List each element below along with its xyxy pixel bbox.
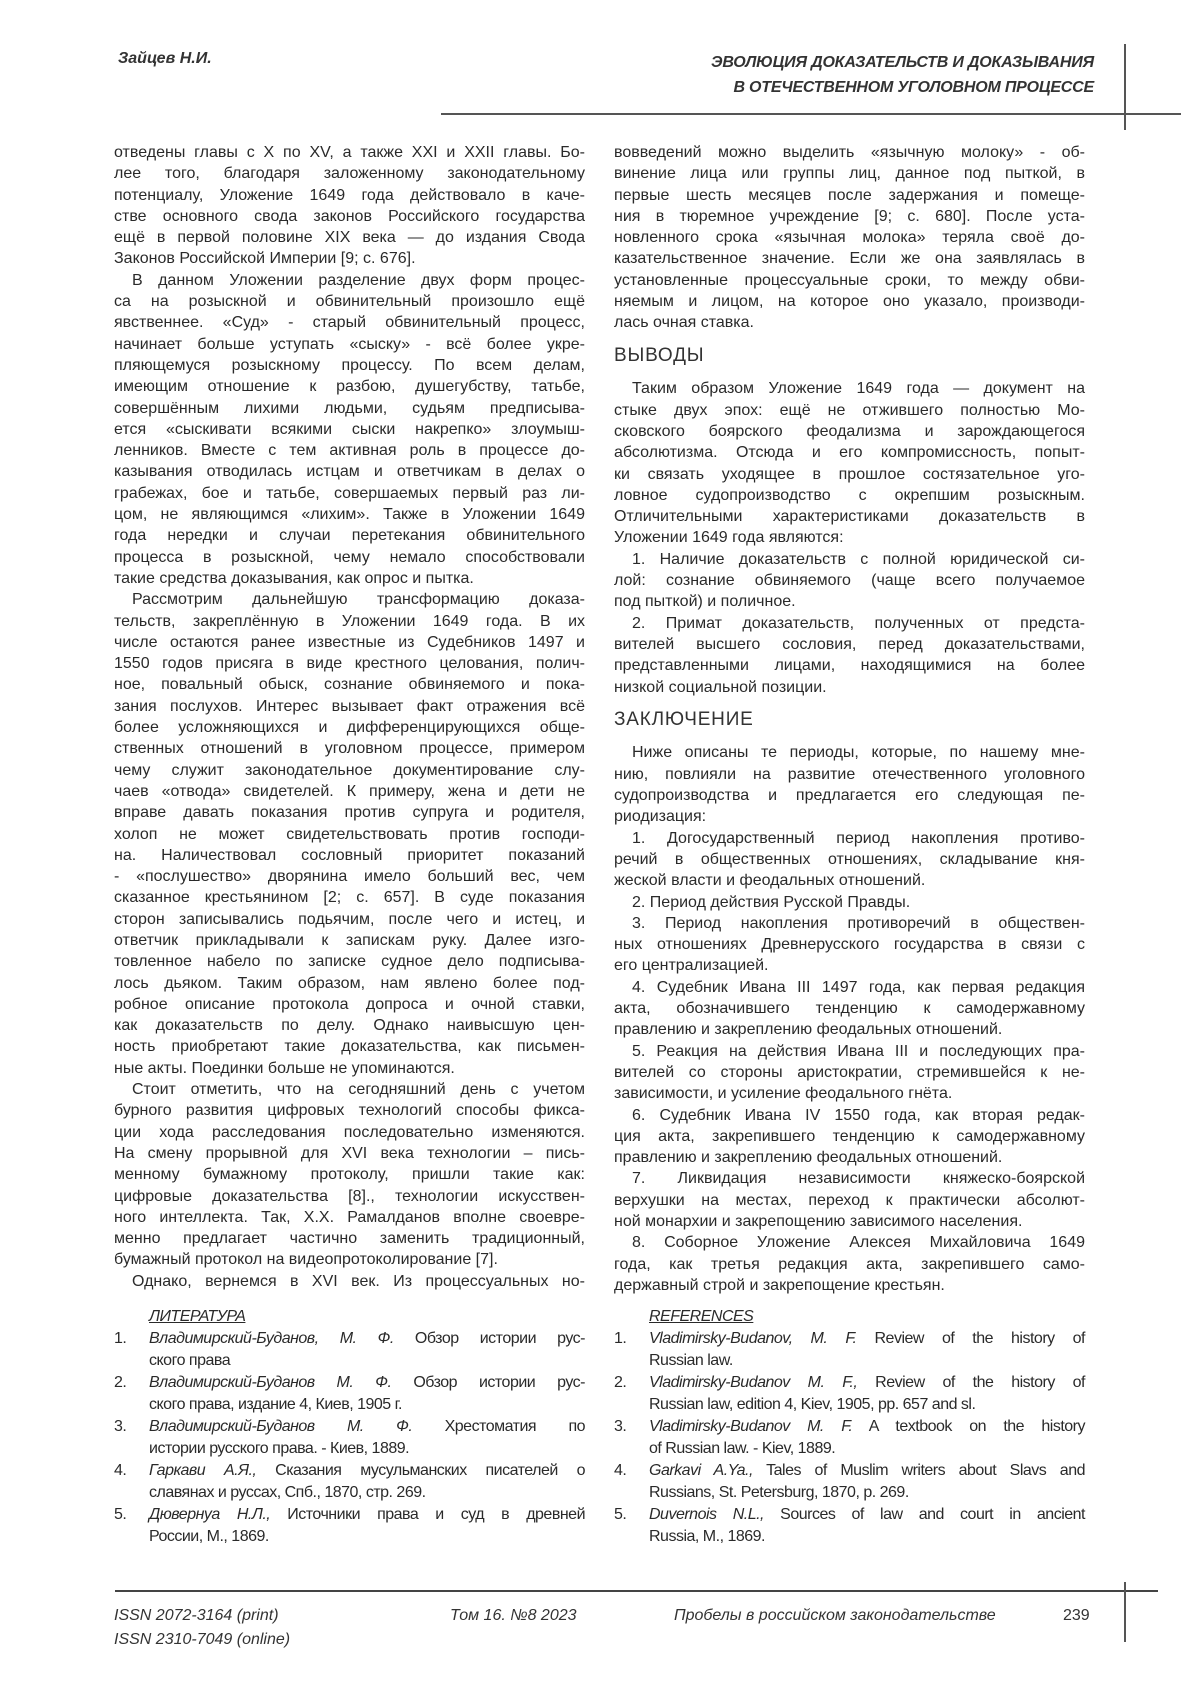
text-line: явственнее. «Суд» - старый обвинительный процесс, — [114, 312, 585, 333]
text-line: менному бумажному протоколу, пришли такие как: — [114, 1164, 585, 1185]
text-line: 1. Догосударственный период накопления противо- — [614, 828, 1085, 849]
text-line: риодизация: — [614, 806, 1085, 827]
reference-item — [114, 1372, 585, 1416]
reference-number: 3. — [614, 1416, 649, 1460]
text-line: холоп не может свидетельствовать против господи- — [114, 824, 585, 845]
text-line: такие средства доказывания, как опрос и пытка. — [114, 568, 585, 589]
reference-line — [649, 1416, 1085, 1438]
reference-title: Источники права и суд в древней — [270, 1506, 585, 1523]
text-line: вителей со стороны аристократии, стремившейся к не- — [614, 1062, 1085, 1083]
text-line: 1550 годов присяга в виде крестного целования, полич- — [114, 653, 585, 674]
text-line: акта, обозначившего тенденцию к самодержавному — [614, 998, 1085, 1019]
text-line: начинает больше уступать «сыску» - всё более укре- — [114, 334, 585, 355]
references-heading: REFERENCES — [614, 1306, 1085, 1328]
section-heading: ВЫВОДЫ — [614, 345, 1085, 366]
reference-item — [614, 1460, 1085, 1504]
text-line: Таким образом Уложение 1649 года — документ на — [614, 378, 1085, 399]
reference-number: 5. — [114, 1504, 149, 1548]
reference-text — [149, 1460, 585, 1504]
text-line: вовведений можно выделить «язычную молоку» - об- — [614, 142, 1085, 163]
text-line: робное описание протокола допроса и очной ставки, — [114, 994, 585, 1015]
paragraph — [114, 142, 585, 270]
reference-title: Сказания мусульманских писателей о — [256, 1462, 585, 1479]
text-line: зания послухов. Интерес вызывает факт отражения всё — [114, 696, 585, 717]
paragraph — [614, 378, 1085, 548]
text-line: ки связать уходящее в прошлое состязательное уго- — [614, 464, 1085, 485]
text-line: менно предлагает частично заменить традиционный, — [114, 1228, 585, 1249]
reference-line — [649, 1504, 1085, 1526]
paragraph — [114, 589, 585, 1079]
reference-number: 1. — [614, 1328, 649, 1372]
text-line: Однако, вернемся в XVI век. Из процессуальных но- — [114, 1271, 585, 1292]
references-heading: ЛИТЕРАТУРА — [114, 1306, 585, 1328]
reference-line — [649, 1372, 1085, 1394]
text-line: цифровые доказательства [8]., технологии искусствен- — [114, 1186, 585, 1207]
text-line: 8. Соборное Уложение Алексея Михайловича 1649 — [614, 1232, 1085, 1253]
text-line: ции хода расследования последовательно изменяются. — [114, 1122, 585, 1143]
reference-line: Russian law, edition 4, Kiev, 1905, pp. 657 and sl. — [649, 1394, 1085, 1416]
paragraph — [614, 1105, 1085, 1169]
header-vertical-divider — [1124, 44, 1126, 130]
reference-number: 2. — [614, 1372, 649, 1416]
reference-item — [614, 1372, 1085, 1416]
paragraph — [614, 892, 1085, 913]
reference-text — [149, 1372, 585, 1416]
body-column-right — [614, 142, 1085, 1296]
reference-line — [149, 1328, 585, 1350]
text-line: ные акты. Поединки больше не упоминаются. — [114, 1058, 585, 1079]
footer-volume: Том 16. №8 2023 — [450, 1604, 577, 1628]
reference-author: Vladimirsky-Budanov, M. F. — [649, 1330, 856, 1347]
text-line: пляющемуся розыскному процессу. По всем делам, — [114, 355, 585, 376]
reference-line — [149, 1504, 585, 1526]
running-header-title-line: ЭВОЛЮЦИЯ ДОКАЗАТЕЛЬСТВ И ДОКАЗЫВАНИЯ — [711, 50, 1094, 75]
reference-author: Дювернуа Н.Л., — [149, 1506, 270, 1523]
text-line: ещё в первой половине XIX века — до издания Свода — [114, 227, 585, 248]
reference-title: Review of the history of — [856, 1330, 1085, 1347]
reference-text — [149, 1504, 585, 1548]
reference-author: Garkavi A.Ya., — [649, 1462, 753, 1479]
reference-author: Владимирский-Буданов М. Ф. — [149, 1418, 412, 1435]
reference-number: 5. — [614, 1504, 649, 1548]
text-line: 4. Судебник Ивана III 1497 года, как первая редакция — [614, 977, 1085, 998]
reference-line — [649, 1328, 1085, 1350]
text-line: ция акта, закрепившего тенденцию к самодержавному — [614, 1126, 1085, 1147]
text-line: ность приобретают такие доказательства, как письмен- — [114, 1036, 585, 1057]
reference-line: ского права — [149, 1350, 585, 1372]
body-column-left — [114, 142, 585, 1292]
text-line: года, как третья редакция акта, закрепившего само- — [614, 1254, 1085, 1275]
text-line: бумажный протокол на видеопротоколирование [7]. — [114, 1249, 585, 1270]
text-line: лой: сознание обвиняемого (чаще всего получаемое — [614, 570, 1085, 591]
text-line: ное, повальный обыск, сознание обвиняемого и пока- — [114, 674, 585, 695]
reference-number: 1. — [114, 1328, 149, 1372]
text-line: ответчик прикладывали к запискам руку. Далее изго- — [114, 930, 585, 951]
text-line: державный строй и закрепощение крестьян. — [614, 1275, 1085, 1296]
text-line: сковского боярского феодализма и зарождающегося — [614, 421, 1085, 442]
text-line: процесса в розыскной, чему немало способствовали — [114, 547, 585, 568]
reference-text — [649, 1504, 1085, 1548]
reference-author: Владимирский-Буданов, М. Ф. — [149, 1330, 394, 1347]
text-line: лось дьяком. Таким образом, нам явлено более под- — [114, 973, 585, 994]
running-header-title-line: В ОТЕЧЕСТВЕННОМ УГОЛОВНОМ ПРОЦЕССЕ — [711, 75, 1094, 100]
text-line: имеющим отношение к разбою, душегубству, татьбе, — [114, 376, 585, 397]
paragraph — [114, 270, 585, 589]
text-line: потенциалу, Уложение 1649 года действовало в каче- — [114, 185, 585, 206]
footer-divider — [115, 1590, 1158, 1592]
reference-line: of Russian law. - Kiev, 1889. — [649, 1438, 1085, 1460]
reference-title: Tales of Muslim writers about Slavs and — [753, 1462, 1085, 1479]
text-line: Рассмотрим дальнейшую трансформацию доказа- — [114, 589, 585, 610]
text-line: В данном Уложении разделение двух форм процес- — [114, 270, 585, 291]
text-line: отведены главы с X по XV, а также XXI и XXII главы. Бо- — [114, 142, 585, 163]
reference-item — [614, 1504, 1085, 1548]
paragraph — [614, 1041, 1085, 1105]
text-line: 6. Судебник Ивана IV 1550 года, как вторая редак- — [614, 1105, 1085, 1126]
text-line: абсолютизма. Отсюда и его компромиссность, попыт- — [614, 442, 1085, 463]
reference-line: Russia, M., 1869. — [649, 1526, 1085, 1548]
text-line: правлению и закреплению феодальных отношений. — [614, 1147, 1085, 1168]
reference-line: славянах и руссах, Спб., 1870, стр. 269. — [149, 1482, 585, 1504]
text-line: на. Наличествовал сословный приоритет показаний — [114, 845, 585, 866]
text-line: ных отношениях Древнерусского государства в связи с — [614, 934, 1085, 955]
reference-line — [149, 1460, 585, 1482]
reference-title: Обзор истории рус- — [394, 1330, 585, 1347]
text-line: сторон записывались подьячим, после чего и истец, и — [114, 909, 585, 930]
references-english — [614, 1306, 1085, 1548]
paragraph — [614, 913, 1085, 977]
text-line: - «послушество» дворянина имело больший вес, чем — [114, 866, 585, 887]
text-line: 2. Примат доказательств, полученных от предста- — [614, 613, 1085, 634]
text-line: 5. Реакция на действия Ивана III и последующих пра- — [614, 1041, 1085, 1062]
page-number: 239 — [1063, 1604, 1090, 1628]
reference-text — [649, 1460, 1085, 1504]
text-line: судопроизводства и предлагается его следующая пе- — [614, 785, 1085, 806]
text-line: казывания отводилась истцам и ответчикам в делах о — [114, 461, 585, 482]
text-line: лась очная ставка. — [614, 312, 1085, 333]
issn-print: ISSN 2072-3164 (print) — [114, 1604, 290, 1628]
references-russian — [114, 1306, 585, 1548]
paragraph — [614, 828, 1085, 892]
text-line: жеской власти и феодальных отношений. — [614, 870, 1085, 891]
text-line: товленное набело по записке судное дело подписыва- — [114, 951, 585, 972]
paragraph — [114, 1271, 585, 1292]
text-line: Стоит отметить, что на сегодняшний день с учетом — [114, 1079, 585, 1100]
text-line: сказанное крестьянином [2; с. 657]. В суде показания — [114, 887, 585, 908]
reference-line: Russians, St. Petersburg, 1870, p. 269. — [649, 1482, 1085, 1504]
text-line: как доказательств по делу. Однако наивысшую цен- — [114, 1015, 585, 1036]
reference-number: 4. — [614, 1460, 649, 1504]
text-line: совершённым лихими людьми, судьям предписыва- — [114, 398, 585, 419]
paragraph — [614, 613, 1085, 698]
text-line: правлению и закреплению феодальных отношений. — [614, 1019, 1085, 1040]
paragraph — [614, 1168, 1085, 1232]
text-line: стве основного свода законов Российского государства — [114, 206, 585, 227]
text-line: зависимости, и усиление феодального гнёта. — [614, 1083, 1085, 1104]
text-line: представленными лицами, находящимися на более — [614, 655, 1085, 676]
text-line: вителей высшего сословия, перед доказательствами, — [614, 634, 1085, 655]
reference-item — [114, 1328, 585, 1372]
reference-number: 4. — [114, 1460, 149, 1504]
text-line: грабежах, бое и татьбе, совершаемых первый раз ли- — [114, 483, 585, 504]
reference-text — [149, 1328, 585, 1372]
reference-line — [149, 1372, 585, 1394]
footer-journal-title: Пробелы в российском законодательстве — [674, 1604, 996, 1628]
reference-line: Russian law. — [649, 1350, 1085, 1372]
reference-title: Обзор истории рус- — [391, 1374, 585, 1391]
text-line: ется «сыскивати всякими сыски накрепко» злоумыш- — [114, 419, 585, 440]
text-line: Отличительными характеристиками доказательств в — [614, 506, 1085, 527]
paragraph — [614, 742, 1085, 827]
reference-author: Duvernois N.L., — [649, 1506, 764, 1523]
section-heading: ЗАКЛЮЧЕНИЕ — [614, 709, 1085, 730]
paragraph — [614, 1232, 1085, 1296]
text-line: Уложении 1649 года являются: — [614, 527, 1085, 548]
reference-line: ского права, издание 4, Киев, 1905 г. — [149, 1394, 585, 1416]
text-line: 7. Ликвидация независимости княжеско-боярской — [614, 1168, 1085, 1189]
text-line: Ниже описаны те периоды, которые, по нашему мне- — [614, 742, 1085, 763]
reference-title: Sources of law and court in ancient — [764, 1506, 1085, 1523]
reference-number: 2. — [114, 1372, 149, 1416]
text-line: первые шесть месяцев после задержания и помеще- — [614, 185, 1085, 206]
text-line: На смену прорывной для XVI века технологии – пись- — [114, 1143, 585, 1164]
text-line: установленные процессуальные сроки, то между обви- — [614, 270, 1085, 291]
paragraph — [114, 1079, 585, 1271]
text-line: ловное судопроизводство с окрепшим розыскным. — [614, 485, 1085, 506]
text-line: са на розыскной и обвинительный произошло ещё — [114, 291, 585, 312]
reference-item — [114, 1460, 585, 1504]
reference-author: Гаркави А.Я., — [149, 1462, 256, 1479]
paragraph — [614, 142, 1085, 334]
paragraph — [614, 549, 1085, 613]
reference-text — [649, 1416, 1085, 1460]
text-line: няемым и лицом, на которое оно указало, производи- — [614, 291, 1085, 312]
text-line: чаев «отвода» свидетелей. К примеру, жена и дети не — [114, 781, 585, 802]
text-line: 2. Период действия Русской Правды. — [614, 892, 1085, 913]
text-line: стыке двух эпох: ещё не отжившего полностью Мо- — [614, 400, 1085, 421]
text-line: новленного срока «язычная молока» теряла своё до- — [614, 227, 1085, 248]
running-header-title — [711, 50, 1094, 100]
reference-author: Владимирский-Буданов М. Ф. — [149, 1374, 391, 1391]
text-line: бурного развития цифровых технологий способы фикса- — [114, 1100, 585, 1121]
header-divider — [441, 113, 1181, 115]
issn-online: ISSN 2310-7049 (online) — [114, 1628, 290, 1652]
text-line: числе остаются ранее известные из Судебников 1497 и — [114, 632, 585, 653]
text-line: под пыткой) и поличное. — [614, 591, 1085, 612]
text-line: лее того, благодаря заложенному законодательному — [114, 163, 585, 184]
text-line: винение лица или группы лиц, данное под пыткой, в — [614, 163, 1085, 184]
footer-vertical-divider — [1124, 1582, 1126, 1642]
text-line: казательственное значение. Если же она заявлялась в — [614, 248, 1085, 269]
text-line: ния в тюремное учреждение [9; с. 680]. После уста- — [614, 206, 1085, 227]
reference-item — [114, 1416, 585, 1460]
reference-line: истории русского права. - Киев, 1889. — [149, 1438, 585, 1460]
reference-line — [149, 1416, 585, 1438]
reference-line: России, М., 1869. — [149, 1526, 585, 1548]
text-line: ленников. Вместе с тем активная роль в процессе до- — [114, 440, 585, 461]
text-line: вправе давать показания против супруга и родителя, — [114, 802, 585, 823]
reference-text — [649, 1328, 1085, 1372]
text-line: низкой социальной позиции. — [614, 677, 1085, 698]
paragraph — [614, 977, 1085, 1041]
reference-text — [649, 1372, 1085, 1416]
text-line: его централизацией. — [614, 955, 1085, 976]
reference-author: Vladimirsky-Budanov M. F., — [649, 1374, 857, 1391]
reference-title: Хрестоматия по — [412, 1418, 585, 1435]
reference-item — [614, 1328, 1085, 1372]
text-line: года нередки и случаи перетекания обвинительного — [114, 525, 585, 546]
text-line: 3. Период накопления противоречий в обществен- — [614, 913, 1085, 934]
text-line: 1. Наличие доказательств с полной юридической си- — [614, 549, 1085, 570]
footer-issn — [114, 1604, 290, 1652]
text-line: верхушки на местах, переход к практически абсолют- — [614, 1190, 1085, 1211]
text-line: ного интеллекта. Так, Х.Х. Рамалданов вполне своевре- — [114, 1207, 585, 1228]
text-line: ной монархии и закрепощению зависимого населения. — [614, 1211, 1085, 1232]
reference-text — [149, 1416, 585, 1460]
reference-item — [114, 1504, 585, 1548]
reference-number: 3. — [114, 1416, 149, 1460]
text-line: Законов Российской Империи [9; с. 676]. — [114, 248, 585, 269]
text-line: более усложняющихся и дифференцирующихся обще- — [114, 717, 585, 738]
text-line: чему служит законодательное документирование слу- — [114, 760, 585, 781]
text-line: ственных отношений в уголовном процессе, примером — [114, 738, 585, 759]
text-line: речий в общественных отношениях, складывание кня- — [614, 849, 1085, 870]
running-header-author: Зайцев Н.И. — [118, 50, 212, 68]
reference-title: Review of the history of — [857, 1374, 1085, 1391]
text-line: тельств, закреплённую в Уложении 1649 года. В их — [114, 611, 585, 632]
reference-author: Vladimirsky-Budanov M. F. — [649, 1418, 852, 1435]
text-line: нию, повлияли на развитие отечественного уголовного — [614, 764, 1085, 785]
text-line: цом, не являющимся «лихим». Также в Уложении 1649 — [114, 504, 585, 525]
reference-item — [614, 1416, 1085, 1460]
reference-line — [649, 1460, 1085, 1482]
reference-title: A textbook on the history — [852, 1418, 1085, 1435]
